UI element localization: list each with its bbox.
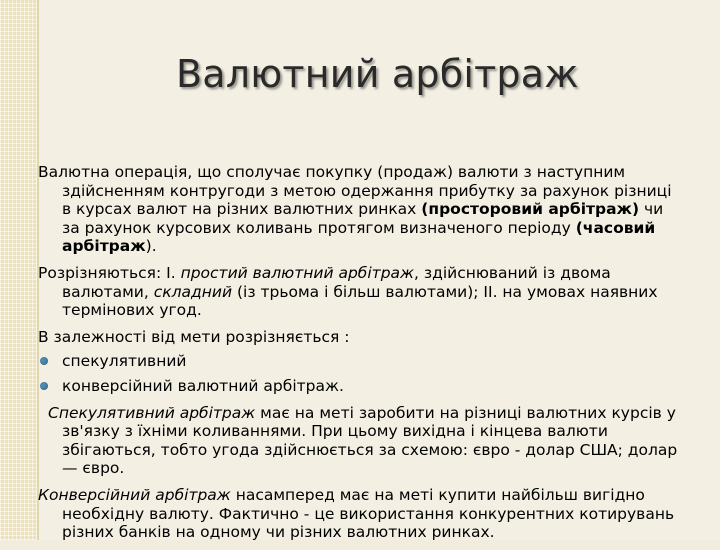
bullet-label: конверсійний валютний арбітраж. bbox=[62, 376, 344, 395]
definition-bold-spatial: (просторовий арбітраж) bbox=[421, 200, 640, 219]
bullet-item-speculative bbox=[38, 352, 678, 371]
decorative-left-band bbox=[0, 0, 37, 540]
paragraph-types bbox=[38, 264, 678, 320]
paragraph-speculative bbox=[38, 404, 678, 478]
speculative-text: має на меті заробити на різниці валютних курсів у зв'язку з їхніми коливаннями. При цьому вихідна і кінцева валюти збігаються, тобто угода здійснюється за схемою: євро - долар США; долар — євро. bbox=[62, 403, 678, 478]
slide-body bbox=[38, 163, 678, 550]
definition-text-1: Валютна операція, що сполучає покупку (продаж) валюти з наступним здійсненням контругоди з метою одержання прибутку за рахунок різниці в курсах валют на різних валютних ринках bbox=[38, 163, 672, 219]
types-text-1: Розрізняються: І. bbox=[38, 263, 181, 282]
paragraph-by-purpose: В залежності від мети розрізняється : bbox=[38, 327, 350, 346]
bullet-label: спекулятивний bbox=[62, 352, 187, 371]
types-italic-complex: складний bbox=[153, 282, 233, 301]
conversion-italic-term: Конверсійний арбітраж bbox=[38, 485, 231, 504]
bullet-item-conversion bbox=[38, 377, 678, 396]
types-italic-simple: простий валютний арбітраж bbox=[180, 263, 415, 282]
paragraph-definition bbox=[38, 163, 678, 256]
definition-text-2: чи за рахунок курсових коливань протягом визначеного періоду bbox=[62, 200, 664, 237]
types-text-3: (із трьома і більш валютами); II. на умовах наявних термінових угод. bbox=[62, 282, 658, 320]
bullet-icon bbox=[40, 382, 48, 390]
bullet-icon bbox=[40, 357, 48, 365]
paragraph-conversion bbox=[38, 486, 678, 542]
definition-text-3: ). bbox=[145, 237, 157, 256]
slide-title: Валютний арбітраж bbox=[176, 52, 579, 96]
conversion-text: насамперед має на меті купити найбільш вигідно необхідну валюту. Фактично - це використання конкурентних котирувань різних банків на одному чи різних валютних ринках. bbox=[62, 485, 675, 542]
types-text-2: , здійснюваний із двома валютами, bbox=[62, 263, 611, 301]
speculative-italic-term: Спекулятивний арбітраж bbox=[48, 403, 256, 422]
definition-bold-temporal: (часовий арбітраж bbox=[62, 218, 656, 256]
